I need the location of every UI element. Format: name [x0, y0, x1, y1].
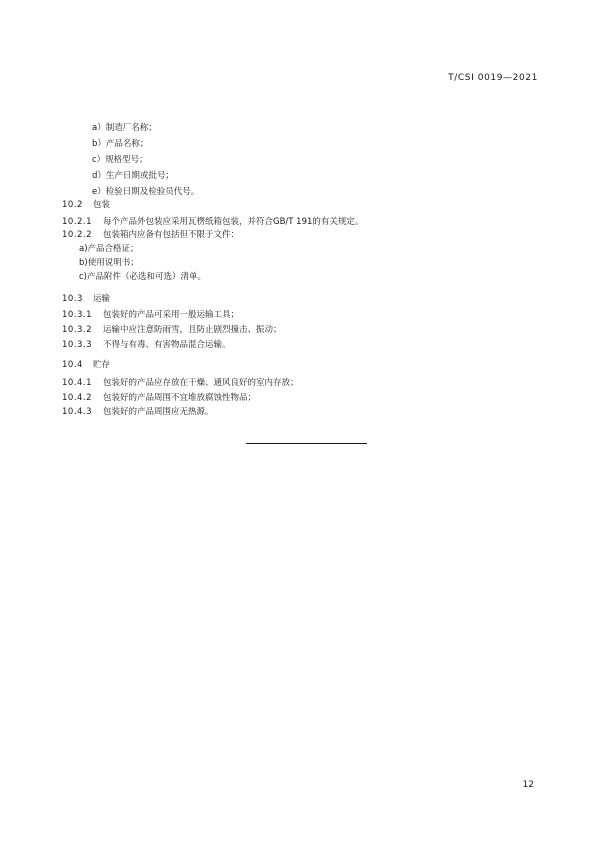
- section-number: 10.2: [62, 200, 83, 210]
- clause-number: 10.2.2: [62, 230, 93, 240]
- section-title: 包装: [93, 200, 111, 210]
- clause-number: 10.3.2: [62, 325, 93, 335]
- clause-text: 不得与有毒、有害物品混合运输。: [103, 340, 231, 350]
- list-item: b)使用说明书；: [79, 258, 139, 268]
- section-number: 10.3: [62, 294, 83, 304]
- page-number: 12: [522, 780, 534, 790]
- section-heading-10-3: [62, 294, 110, 305]
- clause-10-4-2: [62, 393, 256, 404]
- clause-text: 包装箱内应备有包括但不限于文件：: [103, 230, 240, 240]
- clause-10-3-1: [62, 310, 239, 321]
- section-heading-10-2: [62, 200, 110, 211]
- list-item: a）制造厂名称；: [92, 123, 157, 133]
- section-heading-10-4: [62, 360, 110, 371]
- clause-number: 10.2.1: [62, 217, 93, 227]
- list-item: b）产品名称；: [92, 139, 149, 149]
- clause-text: 包装好的产品周围不宜堆放腐蚀性物品；: [103, 393, 257, 403]
- clause-text: 包装好的产品应存放在干燥、通风良好的室内存放；: [103, 378, 299, 388]
- clause-number: 10.3.3: [62, 340, 93, 350]
- clause-10-3-3: [62, 340, 231, 351]
- section-title: 贮存: [93, 360, 111, 370]
- clause-number: 10.4.1: [62, 378, 93, 388]
- clause-10-4-1: [62, 378, 299, 389]
- list-item: a)产品合格证；: [79, 244, 139, 254]
- clause-text: 运输中应注意防雨雪，且防止剧烈撞击、振动；: [103, 325, 282, 335]
- clause-number: 10.4.3: [62, 407, 93, 417]
- clause-10-3-2: [62, 325, 282, 336]
- list-item: c)产品附件（必选和可选）清单。: [79, 272, 206, 282]
- clause-text: 每个产品外包装应采用瓦楞纸箱包装，并符合GB/T 191的有关规定。: [103, 217, 364, 227]
- clause-10-4-3: [62, 407, 214, 418]
- list-item: c）规格型号；: [92, 155, 148, 165]
- end-divider: [246, 443, 367, 444]
- list-item: d）生产日期或批号；: [92, 171, 174, 181]
- list-item: e）检验日期及检验员代号。: [92, 187, 200, 197]
- clause-number: 10.3.1: [62, 310, 93, 320]
- clause-10-2-1: [62, 217, 363, 228]
- clause-text: 包装好的产品可采用一般运输工具；: [103, 310, 240, 320]
- clause-number: 10.4.2: [62, 393, 93, 403]
- section-title: 运输: [93, 294, 111, 304]
- clause-10-2-2: [62, 230, 239, 241]
- document-code: T/CSI 0019—2021: [448, 73, 538, 83]
- section-number: 10.4: [62, 360, 83, 370]
- clause-text: 包装好的产品周围应无热源。: [103, 407, 214, 417]
